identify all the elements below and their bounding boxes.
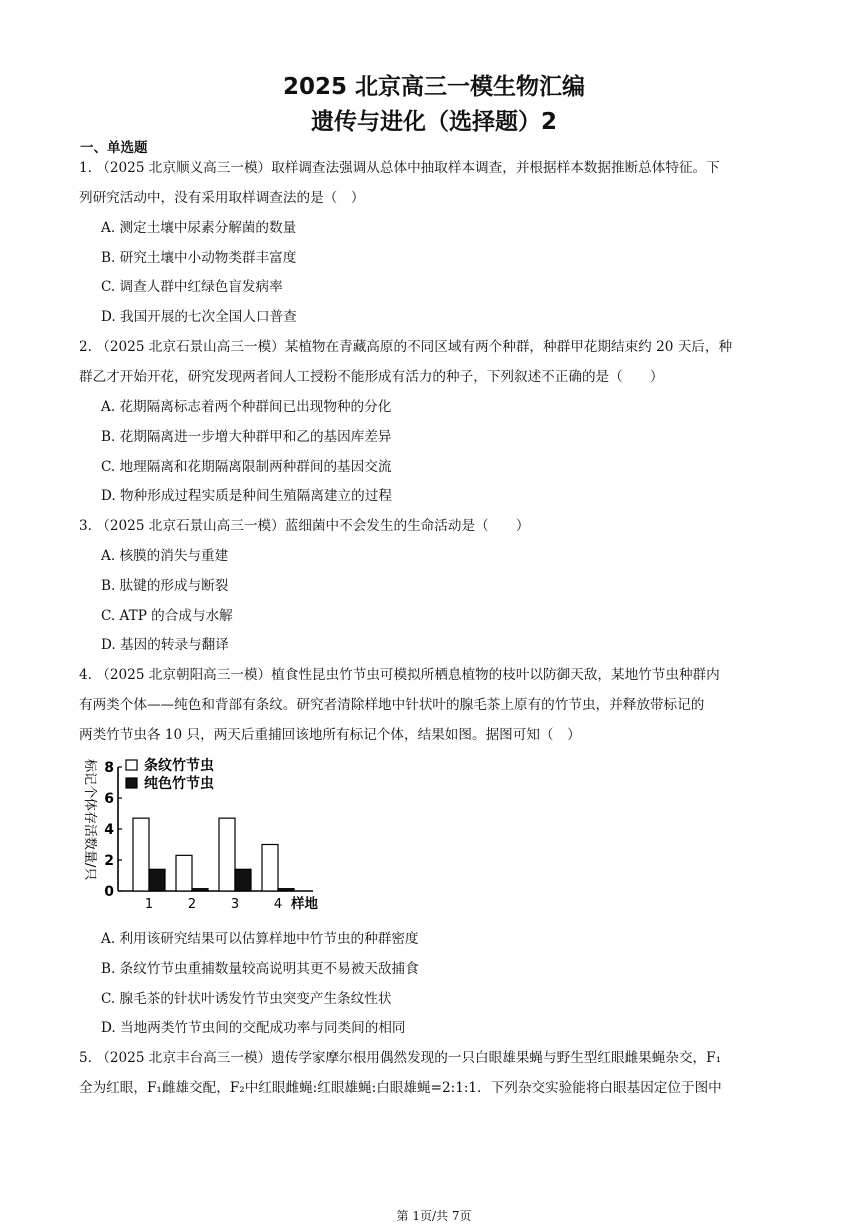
q1-option-c: C. 调查人群中红绿色盲发病率	[101, 279, 283, 295]
y-tick-label: 2	[104, 853, 114, 869]
q5-stem-line2: 全为红眼，F₁雌雄交配，F₂中红眼雌蝇:红眼雄蝇:白眼雄蝇=2:1:1．下列杂交实验能将白眼基因定位于图中	[79, 1080, 722, 1096]
q1-stem-line2: 列研究活动中，没有采用取样调查法的是（ ）	[79, 190, 365, 206]
bar-striped-site-3	[219, 818, 235, 891]
survival-bar-chart	[78, 755, 338, 920]
q4-stem-line3: 两类竹节虫各 10 只，两天后重捕回该地所有标记个体，结果如图。据图可知（ ）	[79, 727, 581, 743]
q5-stem-line1: 5. （2025 北京丰台高三一模）遗传学家摩尔根用偶然发现的一只白眼雄果蝇与野生型红眼雌果蝇杂交，F₁	[79, 1050, 722, 1066]
y-tick-label: 8	[104, 760, 114, 776]
y-tick-label: 6	[104, 791, 114, 807]
legend-swatch	[126, 778, 137, 788]
page-footer: 第 1页/共 7页	[396, 1209, 472, 1223]
x-axis-label: 样地	[291, 896, 318, 912]
bar-striped-site-2	[176, 855, 192, 891]
q2-option-d: D. 物种形成过程实质是种间生殖隔离建立的过程	[101, 488, 392, 504]
q4-stem-line1: 4. （2025 北京朝阳高三一模）植食性昆虫竹节虫可模拟所栖息植物的枝叶以防御天敌，某地竹节虫种群内	[79, 667, 720, 683]
y-tick-label: 4	[104, 822, 114, 838]
q2-option-a: A. 花期隔离标志着两个种群间已出现物种的分化	[101, 399, 392, 415]
bar-plain-site-2	[192, 889, 208, 891]
q1-option-b: B. 研究土壤中小动物类群丰富度	[101, 250, 297, 266]
bar-plain-site-1	[149, 869, 165, 891]
y-tick-label: 0	[104, 884, 114, 900]
q4-option-b: B. 条纹竹节虫重捕数量较高说明其更不易被天敌捕食	[101, 961, 419, 977]
q4-option-a: A. 利用该研究结果可以估算样地中竹节虫的种群密度	[101, 931, 419, 947]
q3-option-a: A. 核膜的消失与重建	[101, 548, 229, 564]
q4-option-c: C. 腺毛茶的针状叶诱发竹节虫突变产生条纹性状	[101, 991, 392, 1007]
y-axis-label: 标记个体存活数量/只	[82, 759, 97, 881]
section-heading: 一、单选题	[80, 140, 148, 156]
bar-plain-site-4	[278, 889, 294, 891]
bar-plain-site-3	[235, 869, 251, 891]
q2-option-b: B. 花期隔离进一步增大种群甲和乙的基因库差异	[101, 429, 392, 445]
x-tick-label: 4	[273, 897, 283, 912]
bar-striped-site-4	[262, 845, 278, 892]
q3-stem-line1: 3. （2025 北京石景山高三一模）蓝细菌中不会发生的生命活动是（ ）	[79, 518, 530, 534]
q1-option-a: A. 测定土壤中尿素分解菌的数量	[101, 220, 297, 236]
q3-option-c: C. ATP 的合成与水解	[101, 608, 233, 624]
q3-option-b: B. 肽键的形成与断裂	[101, 578, 229, 594]
bar-striped-site-1	[133, 818, 149, 891]
x-tick-label: 3	[230, 897, 240, 912]
legend-swatch	[126, 760, 137, 770]
q1-stem-line1: 1. （2025 北京顺义高三一模）取样调查法强调从总体中抽取样本调查，并根据样本数据推断总体特征。下	[79, 160, 720, 176]
q2-stem-line2: 群乙才开始开花，研究发现两者间人工授粉不能形成有活力的种子，下列叙述不正确的是（ ）	[79, 369, 664, 385]
page-subtitle: 遗传与进化（选择题）2	[310, 109, 557, 135]
q1-option-d: D. 我国开展的七次全国人口普查	[101, 309, 297, 325]
x-tick-label: 1	[144, 897, 154, 912]
q3-option-d: D. 基因的转录与翻译	[101, 637, 229, 653]
q4-option-d: D. 当地两类竹节虫间的交配成功率与同类间的相同	[101, 1020, 406, 1036]
page-title: 2025 北京高三一模生物汇编	[282, 74, 586, 100]
q2-stem-line1: 2. （2025 北京石景山高三一模）某植物在青藏高原的不同区域有两个种群，种群甲花期结束约 20 天后，种	[79, 339, 733, 355]
x-tick-label: 2	[187, 897, 197, 912]
q4-stem-line2: 有两类个体——纯色和背部有条纹。研究者清除样地中针状叶的腺毛茶上原有的竹节虫，并释放带标记的	[79, 697, 705, 713]
legend-label: 条纹竹节虫	[144, 758, 214, 774]
legend-label: 纯色竹节虫	[144, 776, 214, 792]
q2-option-c: C. 地理隔离和花期隔离限制两种群间的基因交流	[101, 459, 392, 475]
